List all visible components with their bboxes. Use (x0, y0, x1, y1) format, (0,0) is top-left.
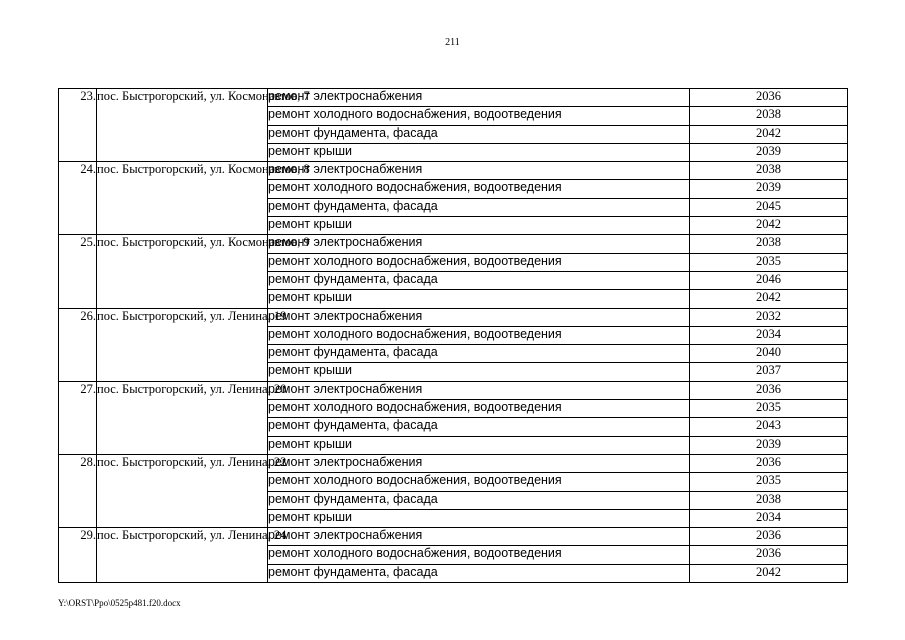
work-type-cell: ремонт фундамента, фасада (268, 418, 690, 436)
row-number: 28. (59, 454, 97, 527)
row-number: 26. (59, 308, 97, 381)
work-type-cell: ремонт фундамента, фасада (268, 125, 690, 143)
year-cell: 2046 (690, 271, 848, 289)
table-row (59, 454, 848, 472)
year-cell: 2038 (690, 107, 848, 125)
year-cell: 2035 (690, 400, 848, 418)
address-cell: пос. Быстрогорский, ул. Космонавтов, 7 (97, 89, 268, 162)
work-type-cell: ремонт крыши (268, 436, 690, 454)
year-cell: 2038 (690, 235, 848, 253)
table-row (59, 381, 848, 399)
work-type-cell: ремонт холодного водоснабжения, водоотведения (268, 107, 690, 125)
year-cell: 2042 (690, 564, 848, 582)
work-type-cell: ремонт фундамента, фасада (268, 491, 690, 509)
year-cell: 2036 (690, 528, 848, 546)
table-row (59, 89, 848, 107)
year-cell: 2035 (690, 473, 848, 491)
address-cell: пос. Быстрогорский, ул. Ленина, 24 (97, 528, 268, 583)
repair-schedule-table (58, 88, 848, 583)
work-type-cell: ремонт электроснабжения (268, 528, 690, 546)
work-type-cell: ремонт фундамента, фасада (268, 271, 690, 289)
year-cell: 2035 (690, 253, 848, 271)
year-cell: 2032 (690, 308, 848, 326)
schedule-body (59, 89, 848, 583)
row-number: 29. (59, 528, 97, 583)
address-cell: пос. Быстрогорский, ул. Космонавтов, 9 (97, 235, 268, 308)
address-cell: пос. Быстрогорский, ул. Ленина, 22 (97, 454, 268, 527)
year-cell: 2043 (690, 418, 848, 436)
work-type-cell: ремонт электроснабжения (268, 454, 690, 472)
work-type-cell: ремонт холодного водоснабжения, водоотведения (268, 473, 690, 491)
address-cell: пос. Быстрогорский, ул. Ленина, 19 (97, 308, 268, 381)
row-number: 25. (59, 235, 97, 308)
year-cell: 2036 (690, 546, 848, 564)
work-type-cell: ремонт крыши (268, 509, 690, 527)
work-type-cell: ремонт электроснабжения (268, 381, 690, 399)
year-cell: 2036 (690, 381, 848, 399)
year-cell: 2036 (690, 454, 848, 472)
work-type-cell: ремонт крыши (268, 290, 690, 308)
year-cell: 2034 (690, 509, 848, 527)
footer-file-path: Y:\ORST\Ppo\0525p481.f20.docx (58, 598, 181, 608)
work-type-cell: ремонт электроснабжения (268, 308, 690, 326)
work-type-cell: ремонт холодного водоснабжения, водоотведения (268, 400, 690, 418)
year-cell: 2039 (690, 436, 848, 454)
work-type-cell: ремонт крыши (268, 363, 690, 381)
year-cell: 2038 (690, 162, 848, 180)
table-row (59, 235, 848, 253)
table-row (59, 528, 848, 546)
work-type-cell: ремонт электроснабжения (268, 89, 690, 107)
work-type-cell: ремонт холодного водоснабжения, водоотведения (268, 180, 690, 198)
year-cell: 2039 (690, 143, 848, 161)
work-type-cell: ремонт фундамента, фасада (268, 345, 690, 363)
work-type-cell: ремонт холодного водоснабжения, водоотведения (268, 546, 690, 564)
year-cell: 2037 (690, 363, 848, 381)
table-row (59, 162, 848, 180)
address-cell: пос. Быстрогорский, ул. Ленина, 20 (97, 381, 268, 454)
row-number: 23. (59, 89, 97, 162)
year-cell: 2034 (690, 326, 848, 344)
work-type-cell: ремонт фундамента, фасада (268, 564, 690, 582)
work-type-cell: ремонт холодного водоснабжения, водоотведения (268, 253, 690, 271)
row-number: 27. (59, 381, 97, 454)
year-cell: 2042 (690, 125, 848, 143)
work-type-cell: ремонт электроснабжения (268, 162, 690, 180)
work-type-cell: ремонт электроснабжения (268, 235, 690, 253)
page-number: 211 (445, 37, 460, 48)
work-type-cell: ремонт крыши (268, 143, 690, 161)
table-row (59, 308, 848, 326)
year-cell: 2045 (690, 198, 848, 216)
year-cell: 2040 (690, 345, 848, 363)
work-type-cell: ремонт крыши (268, 217, 690, 235)
row-number: 24. (59, 162, 97, 235)
year-cell: 2042 (690, 217, 848, 235)
address-cell: пос. Быстрогорский, ул. Космонавтов, 8 (97, 162, 268, 235)
year-cell: 2042 (690, 290, 848, 308)
year-cell: 2039 (690, 180, 848, 198)
year-cell: 2038 (690, 491, 848, 509)
work-type-cell: ремонт фундамента, фасада (268, 198, 690, 216)
year-cell: 2036 (690, 89, 848, 107)
work-type-cell: ремонт холодного водоснабжения, водоотведения (268, 326, 690, 344)
